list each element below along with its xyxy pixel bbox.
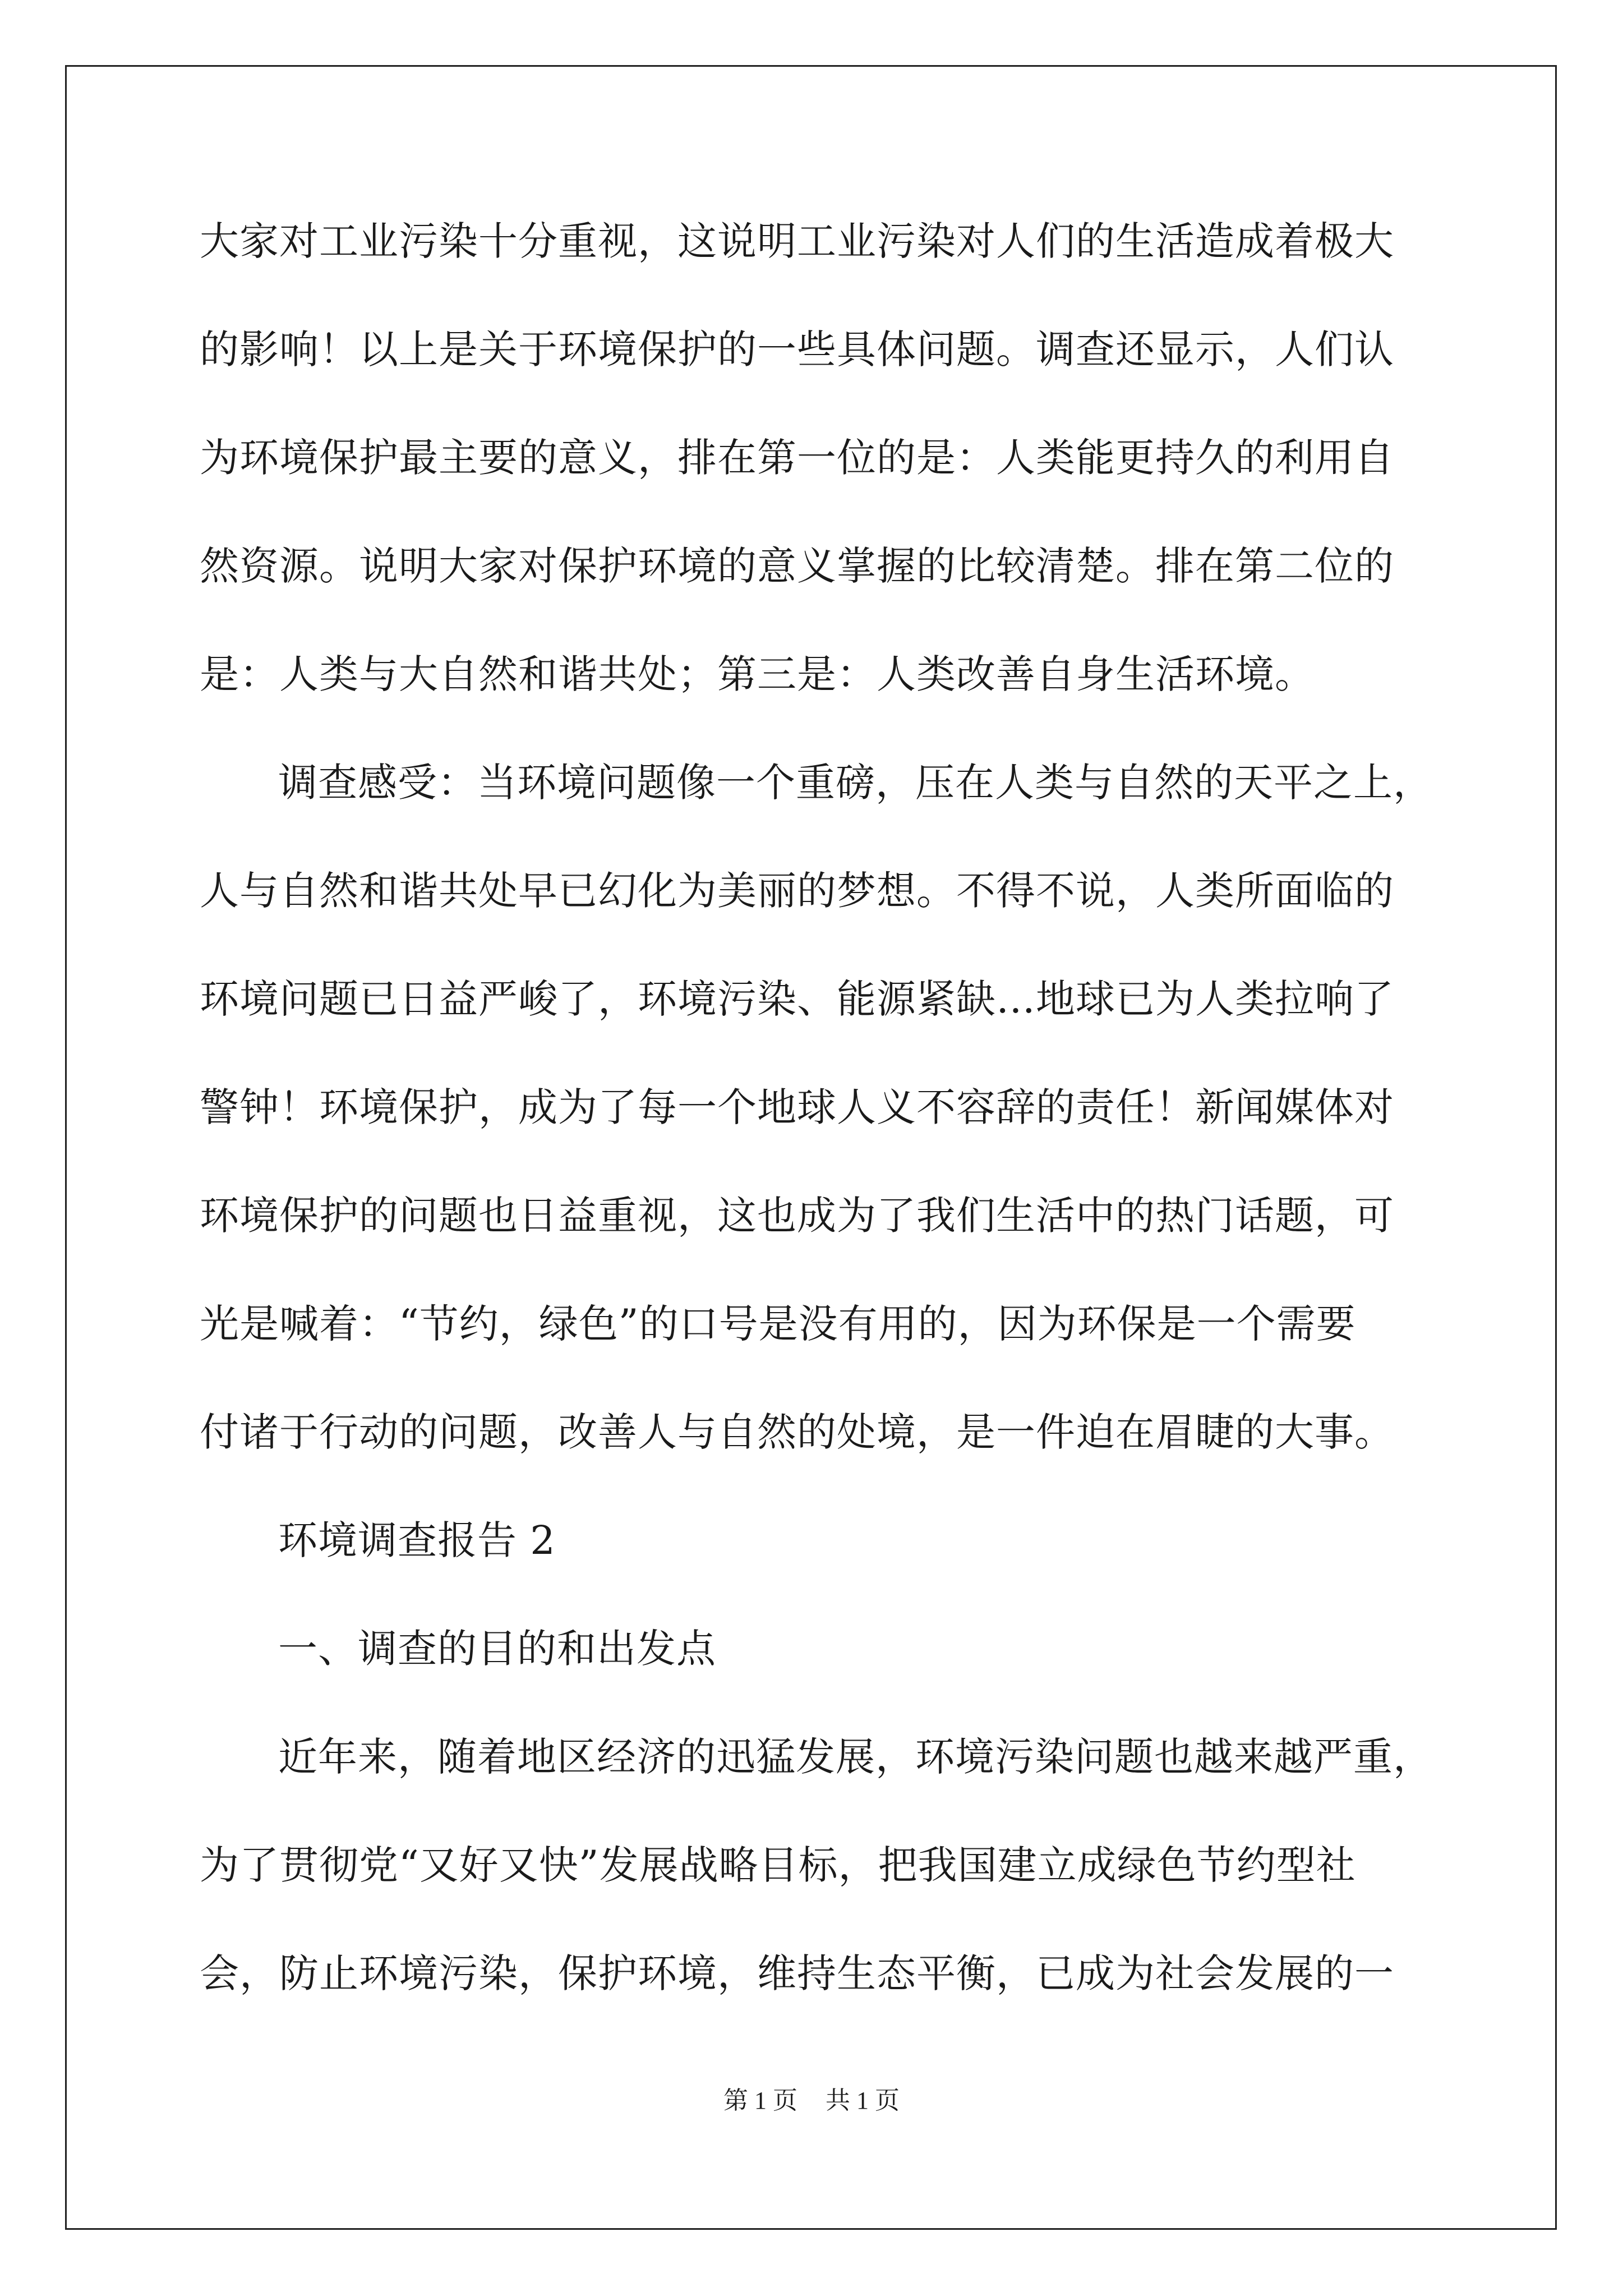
body-text-line: 为环境保护最主要的意义，排在第一位的是：人类能更持久的利用自 xyxy=(200,435,1394,481)
paragraph-start-line: 调查感受：当环境问题像一个重磅，压在人类与自然的天平之上， xyxy=(278,760,1433,806)
page-footer xyxy=(0,2084,1623,2118)
body-text-line: 大家对工业污染十分重视，这说明工业污染对人们的生活造成着极大 xyxy=(200,218,1394,264)
section-title: 环境调查报告 2 xyxy=(278,1517,556,1563)
page-border xyxy=(65,65,1557,2230)
page-number: 第 1 页 xyxy=(723,2087,797,2114)
paragraph-start-line: 近年来，随着地区经济的迅猛发展，环境污染问题也越来越严重， xyxy=(278,1734,1433,1780)
section-heading: 一、调查的目的和出发点 xyxy=(278,1626,716,1672)
body-text-line: 付诸于行动的问题，改善人与自然的处境，是一件迫在眉睫的大事。 xyxy=(200,1409,1394,1455)
body-text-line: 环境保护的问题也日益重视，这也成为了我们生活中的热门话题，可 xyxy=(200,1193,1394,1239)
body-text-line: 环境问题已日益严峻了，环境污染、能源紧缺…地球已为人类拉响了 xyxy=(200,976,1394,1022)
body-text-line: 的影响！以上是关于环境保护的一些具体问题。调查还显示，人们认 xyxy=(200,326,1394,372)
body-text-line: 是：人类与大自然和谐共处；第三是：人类改善自身生活环境。 xyxy=(200,651,1315,697)
page-total: 共 1 页 xyxy=(826,2087,900,2114)
body-text-line: 人与自然和谐共处早已幻化为美丽的梦想。不得不说，人类所面临的 xyxy=(200,868,1394,914)
body-text-line: 为了贯彻党“又好又快”发展战略目标，把我国建立成绿色节约型社 xyxy=(200,1842,1356,1888)
body-text-line: 光是喊着：“节约，绿色”的口号是没有用的，因为环保是一个需要 xyxy=(200,1301,1356,1347)
body-text-line: 会，防止环境污染，保护环境，维持生态平衡，已成为社会发展的一 xyxy=(200,1950,1394,1996)
body-text-line: 警钟！环境保护，成为了每一个地球人义不容辞的责任！新闻媒体对 xyxy=(200,1084,1394,1130)
body-text-line: 然资源。说明大家对保护环境的意义掌握的比较清楚。排在第二位的 xyxy=(200,543,1394,589)
